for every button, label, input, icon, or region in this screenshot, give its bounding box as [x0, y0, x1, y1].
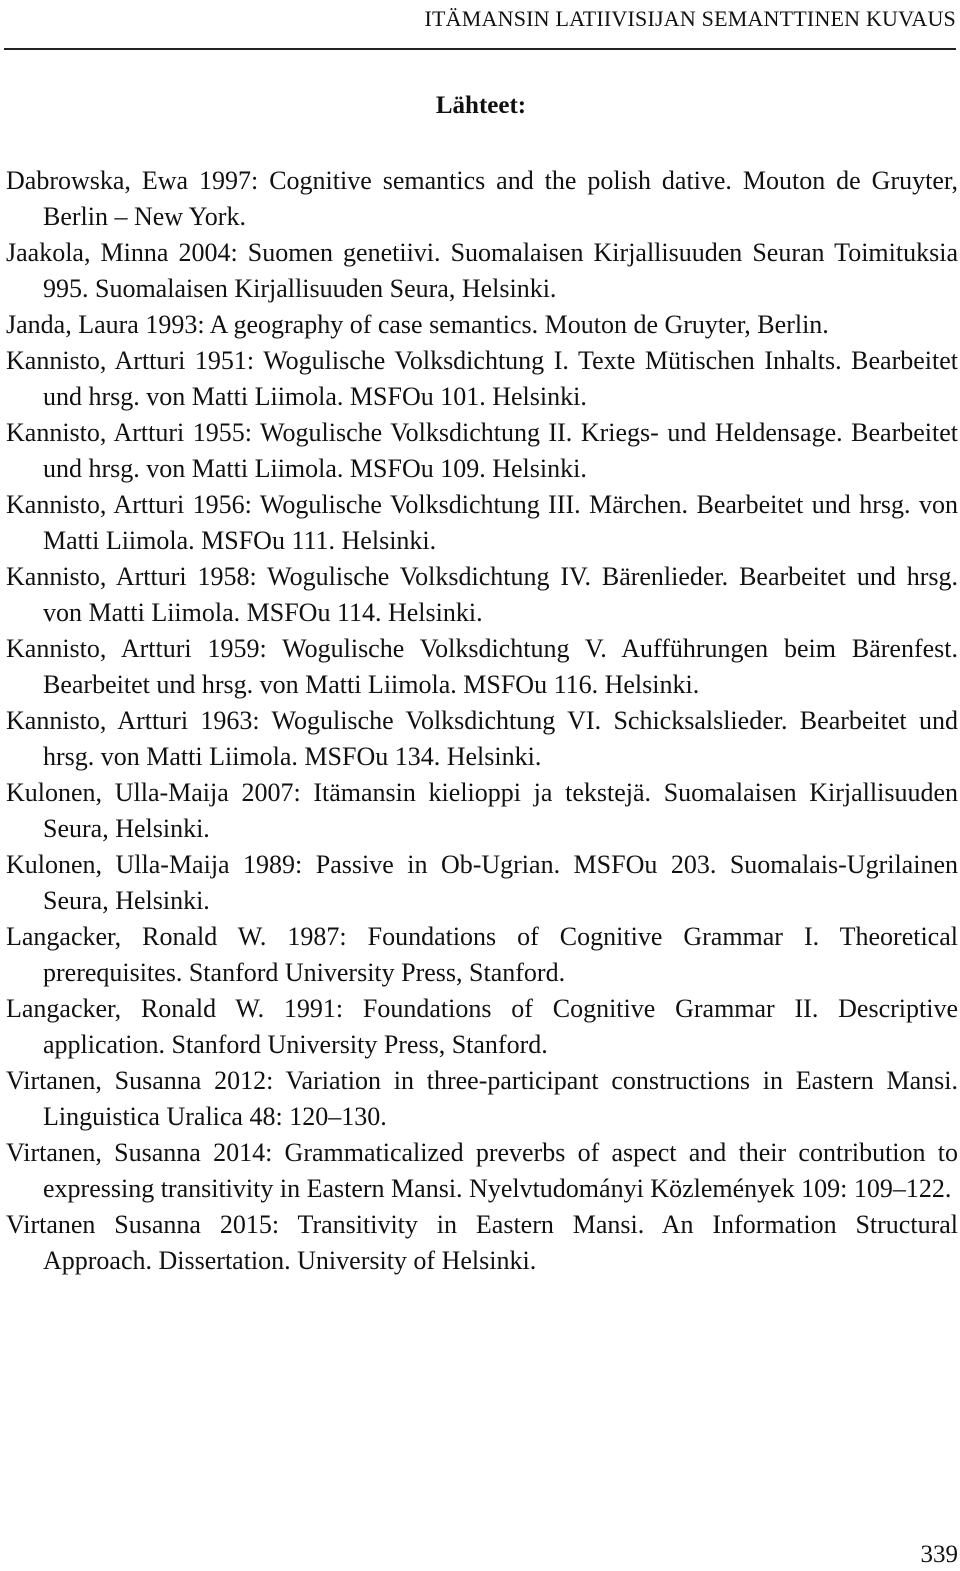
section-title: Lähteet:	[435, 92, 527, 119]
header-rule	[4, 48, 956, 50]
running-header: ITÄMANSIN LATIIVISIJAN SEMANTTINEN KUVAUS	[424, 6, 956, 31]
reference-item: Kannisto, Artturi 1959: Wogulische Volksdichtung V. Aufführungen beim Bärenfest. Bearbeitet und hrsg. von Matti Liimola. MSFOu 116. Helsinki.	[6, 634, 958, 699]
reference-item: Virtanen, Susanna 2012: Variation in three-participant constructions in Eastern Mansi. Linguistica Uralica 48: 120–130.	[6, 1066, 958, 1131]
page-number: 339	[920, 1541, 958, 1568]
reference-item: Langacker, Ronald W. 1991: Foundations of Cognitive Grammar II. Descriptive application. Stanford University Press, Stanford.	[6, 994, 958, 1059]
reference-list	[6, 163, 958, 1279]
reference-item: Kannisto, Artturi 1951: Wogulische Volksdichtung I. Texte Mütischen Inhalts. Bearbeitet und hrsg. von Matti Liimola. MSFOu 101. Helsinki.	[6, 346, 958, 411]
reference-item: Kannisto, Artturi 1958: Wogulische Volksdichtung IV. Bärenlieder. Bearbeitet und hrsg. von Matti Liimola. MSFOu 114. Helsinki.	[6, 562, 958, 627]
reference-item: Kulonen, Ulla-Maija 2007: Itämansin kielioppi ja tekstejä. Suomalaisen Kirjallisuuden Seura, Helsinki.	[6, 778, 958, 843]
reference-item: Janda, Laura 1993: A geography of case semantics. Mouton de Gruyter, Berlin.	[6, 310, 829, 339]
reference-item: Virtanen Susanna 2015: Transitivity in Eastern Mansi. An Information Structural Approach. Dissertation. University of Helsinki.	[6, 1210, 958, 1275]
reference-item: Kannisto, Artturi 1956: Wogulische Volksdichtung III. Märchen. Bearbeitet und hrsg. von Matti Liimola. MSFOu 111. Helsinki.	[6, 490, 958, 555]
reference-item: Langacker, Ronald W. 1987: Foundations of Cognitive Grammar I. Theoretical prerequisites. Stanford University Press, Stanford.	[6, 922, 958, 987]
reference-item: Jaakola, Minna 2004: Suomen genetiivi. Suomalaisen Kirjallisuuden Seuran Toimituksia 995. Suomalaisen Kirjallisuuden Seura, Helsinki.	[6, 238, 958, 303]
reference-item: Kulonen, Ulla-Maija 1989: Passive in Ob-Ugrian. MSFOu 203. Suomalais-Ugrilainen Seura, Helsinki.	[6, 850, 958, 915]
reference-item: Kannisto, Artturi 1963: Wogulische Volksdichtung VI. Schicksalslieder. Bearbeitet und hrsg. von Matti Liimola. MSFOu 134. Helsinki.	[6, 706, 958, 771]
reference-item: Dabrowska, Ewa 1997: Cognitive semantics and the polish dative. Mouton de Gruyter, Berlin – New York.	[6, 166, 958, 231]
reference-item: Kannisto, Artturi 1955: Wogulische Volksdichtung II. Kriegs- und Heldensage. Bearbeitet und hrsg. von Matti Liimola. MSFOu 109. Helsinki.	[6, 418, 958, 483]
reference-item: Virtanen, Susanna 2014: Grammaticalized preverbs of aspect and their contribution to expressing transitivity in Eastern Mansi. Nyelvtudományi Közlemények 109: 109–122.	[6, 1138, 958, 1203]
